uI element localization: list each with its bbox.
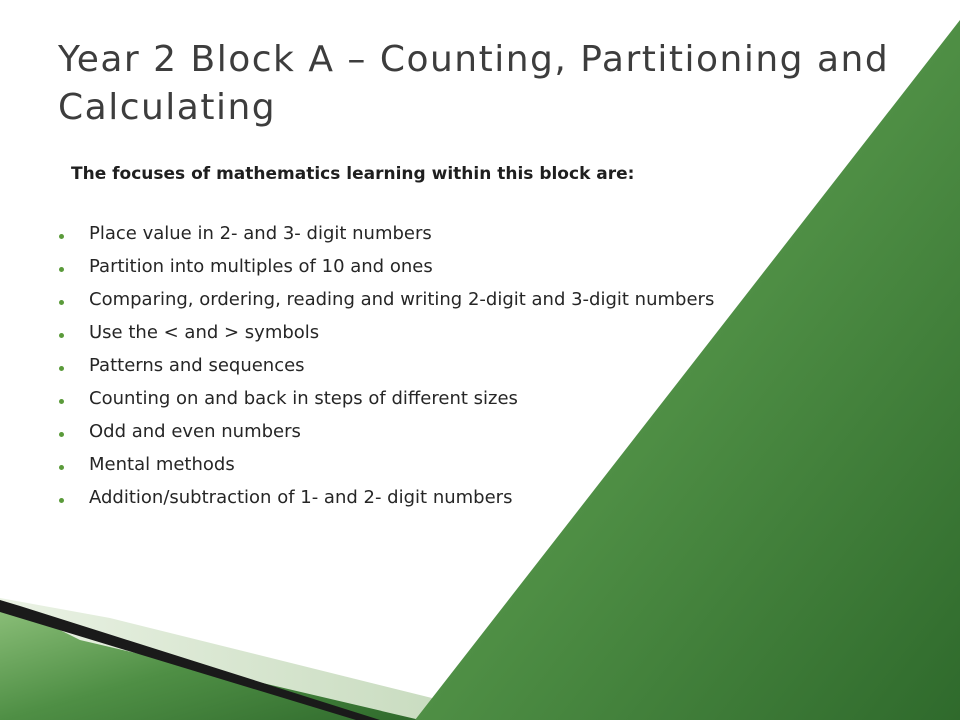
bullet-item: [0, 354, 860, 378]
bullet-item: [0, 486, 860, 510]
bullet-text: Patterns and sequences: [89, 355, 305, 376]
bullet-text: Comparing, ordering, reading and writing 2-digit and 3-digit numbers: [89, 289, 715, 310]
bullet-dot-icon: [59, 498, 64, 503]
bullet-text: Use the < and > symbols: [89, 322, 320, 343]
bullet-item: [0, 453, 860, 477]
bullet-dot-icon: [59, 300, 64, 305]
bullet-item: [0, 321, 860, 345]
bullet-list: [0, 222, 860, 519]
bullet-dot-icon: [59, 333, 64, 338]
bullet-text: Addition/subtraction of 1- and 2- digit numbers: [89, 487, 513, 508]
bullet-text: Partition into multiples of 10 and ones: [89, 256, 433, 277]
bullet-dot-icon: [59, 399, 64, 404]
bullet-item: [0, 222, 860, 246]
bullet-text: Odd and even numbers: [89, 421, 301, 442]
bullet-dot-icon: [59, 234, 64, 239]
bullet-item: [0, 255, 860, 279]
bullet-item: [0, 420, 860, 444]
bullet-text: Counting on and back in steps of different sizes: [89, 388, 518, 409]
bullet-dot-icon: [59, 366, 64, 371]
bullet-item: [0, 288, 860, 312]
bullet-item: [0, 387, 860, 411]
slide-subtitle: The focuses of mathematics learning within this block are:: [71, 164, 635, 184]
bullet-dot-icon: [59, 432, 64, 437]
bullet-dot-icon: [59, 465, 64, 470]
bullet-text: Mental methods: [89, 454, 235, 475]
slide-title: Year 2 Block A – Counting, Partitioning and Calculating: [58, 39, 890, 128]
bullet-text: Place value in 2- and 3- digit numbers: [89, 223, 432, 244]
bullet-dot-icon: [59, 267, 64, 272]
